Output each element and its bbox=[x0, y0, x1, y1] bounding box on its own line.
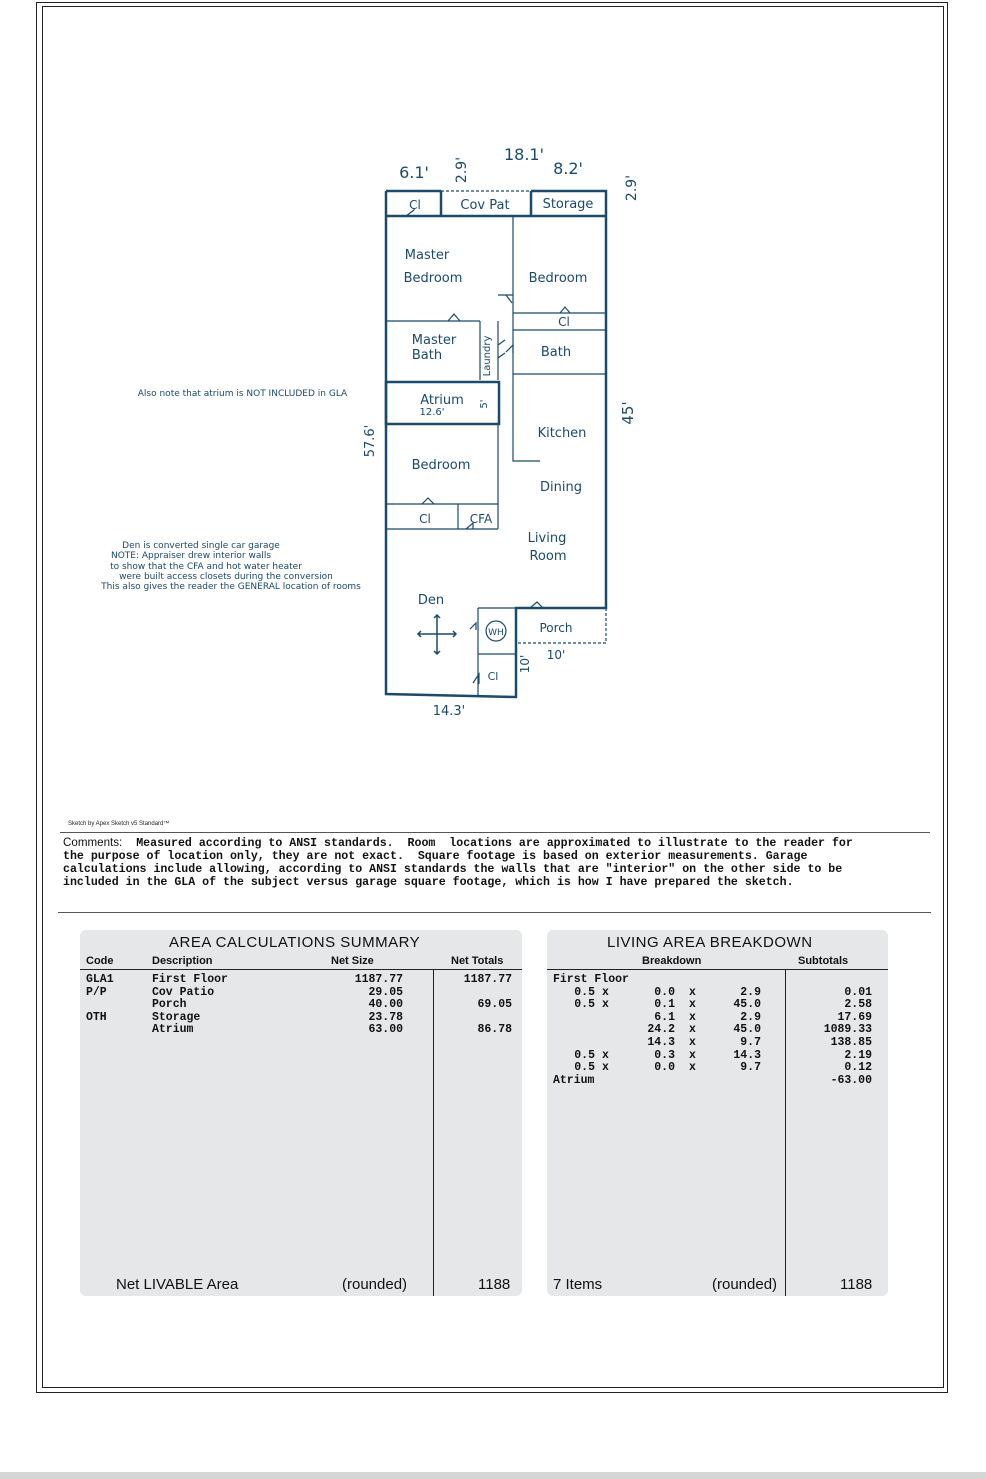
header-net-totals: Net Totals bbox=[451, 955, 504, 967]
room-kitchen: Kitchen bbox=[537, 426, 587, 441]
net-size-cell: 29.05 bbox=[368, 985, 403, 999]
factor-cell: 0.5 bbox=[574, 1048, 595, 1062]
factor-cell bbox=[565, 1037, 595, 1050]
comments-line: included in the GLA of the subject versus garage square footage, which is how I have prepared the sketch. bbox=[63, 876, 794, 889]
room-cl-lower: Cl bbox=[419, 512, 431, 526]
times-cell: x bbox=[689, 1023, 696, 1037]
mult-cell: x bbox=[602, 1061, 609, 1075]
dim-left-side: 57.6' bbox=[363, 424, 378, 458]
dim-porch-width: 10' bbox=[546, 648, 566, 662]
header-subtotals: Subtotals bbox=[798, 955, 849, 967]
dim-b-cell: 9.7 bbox=[740, 1061, 761, 1075]
net-total-cell: 1187.77 bbox=[463, 973, 512, 986]
dim-right-side: 45' bbox=[619, 401, 637, 425]
code-column bbox=[86, 974, 146, 1037]
header-net-size: Net Size bbox=[331, 955, 374, 967]
subtotal-cell: 1089.33 bbox=[823, 1023, 872, 1037]
den-note bbox=[80, 541, 382, 592]
subtotal-cell: 138.85 bbox=[830, 1035, 872, 1049]
den-note-line: NOTE: Appraiser drew interior walls bbox=[110, 551, 272, 562]
room-storage: Storage bbox=[542, 197, 594, 212]
water-heater-label: WH bbox=[488, 628, 504, 638]
dim-b-cell: 9.7 bbox=[740, 1035, 761, 1049]
dim-bottom: 14.3' bbox=[432, 704, 466, 719]
dim-top-left: 6.1' bbox=[399, 163, 429, 182]
area-summary-title: AREA CALCULATIONS SUMMARY bbox=[169, 934, 421, 951]
comments-line: calculations include allowing, according to ANSI standards the walls that are "interior" on the other side to be bbox=[63, 863, 843, 876]
sketch-credit: Sketch by Apex Sketch v5 Standard™ bbox=[68, 821, 170, 827]
room-atrium: Atrium bbox=[420, 393, 464, 408]
room-bedroom-top: Bedroom bbox=[528, 271, 588, 286]
room-den: Den bbox=[417, 593, 445, 608]
breakdown-label: Atrium bbox=[553, 1073, 595, 1087]
subtotal-cell: 2.19 bbox=[844, 1048, 872, 1062]
code-cell bbox=[86, 999, 146, 1012]
description-cell: Atrium bbox=[152, 1023, 194, 1037]
net-total-cell: 86.78 bbox=[477, 1023, 512, 1037]
rounded-label: (rounded) bbox=[712, 1276, 778, 1293]
dim-top-overall: 18.1' bbox=[503, 145, 545, 164]
factor-cell: 0.5 bbox=[574, 1061, 595, 1075]
dim-a-column bbox=[631, 987, 675, 1075]
subtotal-cell: 0.12 bbox=[844, 1061, 872, 1075]
factor-column bbox=[565, 987, 595, 1075]
living-breakdown-panel bbox=[547, 930, 888, 1296]
den-note-line: were built access closets during the conversion bbox=[119, 571, 333, 582]
code-cell: OTH bbox=[86, 1010, 107, 1024]
dim-a-cell: 6.1 bbox=[654, 1010, 675, 1024]
mult-cell: x bbox=[602, 1048, 609, 1062]
living-total: 1188 bbox=[840, 1276, 873, 1293]
net-size-cell: 1187.77 bbox=[354, 973, 403, 986]
factor-cell: 0.5 bbox=[574, 985, 595, 999]
atrium-height-dim: 5' bbox=[479, 399, 490, 409]
comments-line: the purpose of location only, they are not exact. Square footage is based on exterior measurements. Garage bbox=[63, 850, 808, 863]
room-laundry: Laundry bbox=[482, 335, 493, 377]
description-cell: First Floor bbox=[152, 973, 228, 986]
dim-b-column bbox=[717, 987, 761, 1075]
code-cell: GLA1 bbox=[86, 973, 114, 986]
net-size-cell: 63.00 bbox=[368, 1023, 403, 1037]
dim-a-cell: 0.0 bbox=[654, 1061, 675, 1075]
subtotal-cell: 0.01 bbox=[844, 985, 872, 999]
room-cov-patio: Cov Pat bbox=[460, 198, 510, 213]
subtotal-cell: -63.00 bbox=[830, 1073, 872, 1087]
area-summary-panel bbox=[80, 930, 522, 1296]
description-cell: Cov Patio bbox=[152, 985, 215, 999]
code-cell bbox=[86, 1024, 146, 1037]
room-bath: Bath bbox=[540, 345, 572, 360]
header-rule bbox=[80, 969, 522, 970]
comments-divider bbox=[60, 832, 930, 833]
dim-a-cell: 24.2 bbox=[647, 1023, 675, 1037]
dim-a-cell: 0.3 bbox=[654, 1048, 675, 1062]
net-size-cell: 40.00 bbox=[368, 998, 403, 1012]
factor-cell: 0.5 bbox=[574, 998, 595, 1012]
header-code: Code bbox=[86, 955, 114, 967]
times-cell: x bbox=[689, 998, 696, 1012]
description-column bbox=[152, 974, 322, 1037]
room-cl-bottom: Cl bbox=[487, 670, 499, 683]
dim-a-cell: 0.1 bbox=[654, 998, 675, 1012]
room-living-l1: Living bbox=[527, 531, 567, 546]
room-master-bath-l2: Bath bbox=[411, 348, 443, 363]
net-totals-column bbox=[440, 974, 512, 1037]
times-cell: x bbox=[689, 1010, 696, 1024]
dim-top-small: 2.9' bbox=[454, 156, 470, 184]
room-living-l2: Room bbox=[529, 549, 567, 564]
column-rule bbox=[785, 970, 786, 1296]
comments-divider bbox=[58, 912, 931, 913]
room-cfa: CFA bbox=[469, 512, 493, 526]
dim-a-cell: 14.3 bbox=[647, 1035, 675, 1049]
living-breakdown-title: LIVING AREA BREAKDOWN bbox=[607, 934, 813, 951]
breakdown-label: First Floor bbox=[553, 973, 629, 986]
net-size-column bbox=[322, 974, 403, 1037]
room-master-bedroom-l1: Master bbox=[404, 248, 450, 263]
room-cl-mid: Cl bbox=[558, 315, 570, 329]
net-total-cell: 69.05 bbox=[477, 998, 512, 1012]
description-cell: Porch bbox=[152, 998, 187, 1012]
column-rule bbox=[433, 970, 434, 1296]
subtotal-cell bbox=[791, 974, 872, 987]
dim-a-cell: 0.0 bbox=[654, 985, 675, 999]
code-cell: P/P bbox=[86, 985, 107, 999]
header-description: Description bbox=[152, 955, 213, 967]
times-cell: x bbox=[689, 1035, 696, 1049]
net-livable-total: 1188 bbox=[478, 1276, 511, 1293]
comments-label: Comments: bbox=[63, 836, 123, 849]
header-rule bbox=[547, 969, 888, 970]
subtotal-column bbox=[791, 974, 872, 1087]
room-master-bedroom-l2: Bedroom bbox=[403, 271, 463, 286]
den-note-line: to show that the CFA and hot water heater bbox=[110, 561, 302, 572]
header-breakdown: Breakdown bbox=[642, 955, 702, 967]
ceiling-fan bbox=[418, 615, 456, 654]
room-bedroom-lower: Bedroom bbox=[411, 458, 471, 473]
rounded-label: (rounded) bbox=[342, 1276, 408, 1293]
mult-cell: x bbox=[602, 985, 609, 999]
times-column bbox=[689, 987, 699, 1075]
mult-cell bbox=[602, 1037, 612, 1050]
description-cell: Storage bbox=[152, 1010, 201, 1024]
dim-b-cell: 14.3 bbox=[733, 1048, 761, 1062]
room-cl-top: Cl bbox=[409, 198, 421, 212]
subtotal-cell: 2.58 bbox=[844, 998, 872, 1012]
den-note-line: This also gives the reader the GENERAL location of rooms bbox=[101, 582, 361, 593]
times-cell: x bbox=[689, 985, 696, 999]
room-porch: Porch bbox=[539, 621, 573, 635]
atrium-width-dim: 12.6' bbox=[419, 407, 445, 418]
dim-b-cell: 2.9 bbox=[740, 985, 761, 999]
den-note-line: Den is converted single car garage bbox=[122, 541, 280, 551]
net-livable-label: Net LIVABLE Area bbox=[116, 1276, 239, 1293]
comments-block bbox=[63, 836, 963, 889]
interior-walls bbox=[386, 216, 606, 697]
items-count-label: 7 Items bbox=[553, 1276, 603, 1293]
net-size-cell: 23.78 bbox=[368, 1010, 403, 1024]
times-cell: x bbox=[689, 1061, 696, 1075]
mult-column bbox=[602, 987, 612, 1075]
times-cell: x bbox=[689, 1048, 696, 1062]
room-dining: Dining bbox=[540, 480, 582, 495]
page-bottom-bar bbox=[0, 1472, 986, 1479]
mult-cell: x bbox=[602, 998, 609, 1012]
dim-porch-depth: 10' bbox=[518, 654, 532, 674]
room-master-bath-l1: Master bbox=[411, 333, 457, 348]
dim-right-small: 2.9' bbox=[624, 174, 640, 202]
dim-b-cell: 45.0 bbox=[733, 1023, 761, 1037]
comments-line: Measured according to ANSI standards. Room locations are approximated to illustrate to the reader for bbox=[136, 837, 853, 850]
dim-b-cell: 45.0 bbox=[733, 998, 761, 1012]
dim-b-cell: 2.9 bbox=[740, 1010, 761, 1024]
dim-top-right: 8.2' bbox=[553, 159, 583, 178]
atrium-note: Also note that atrium is NOT INCLUDED in GLA bbox=[137, 389, 348, 399]
subtotal-cell: 17.69 bbox=[837, 1010, 872, 1024]
